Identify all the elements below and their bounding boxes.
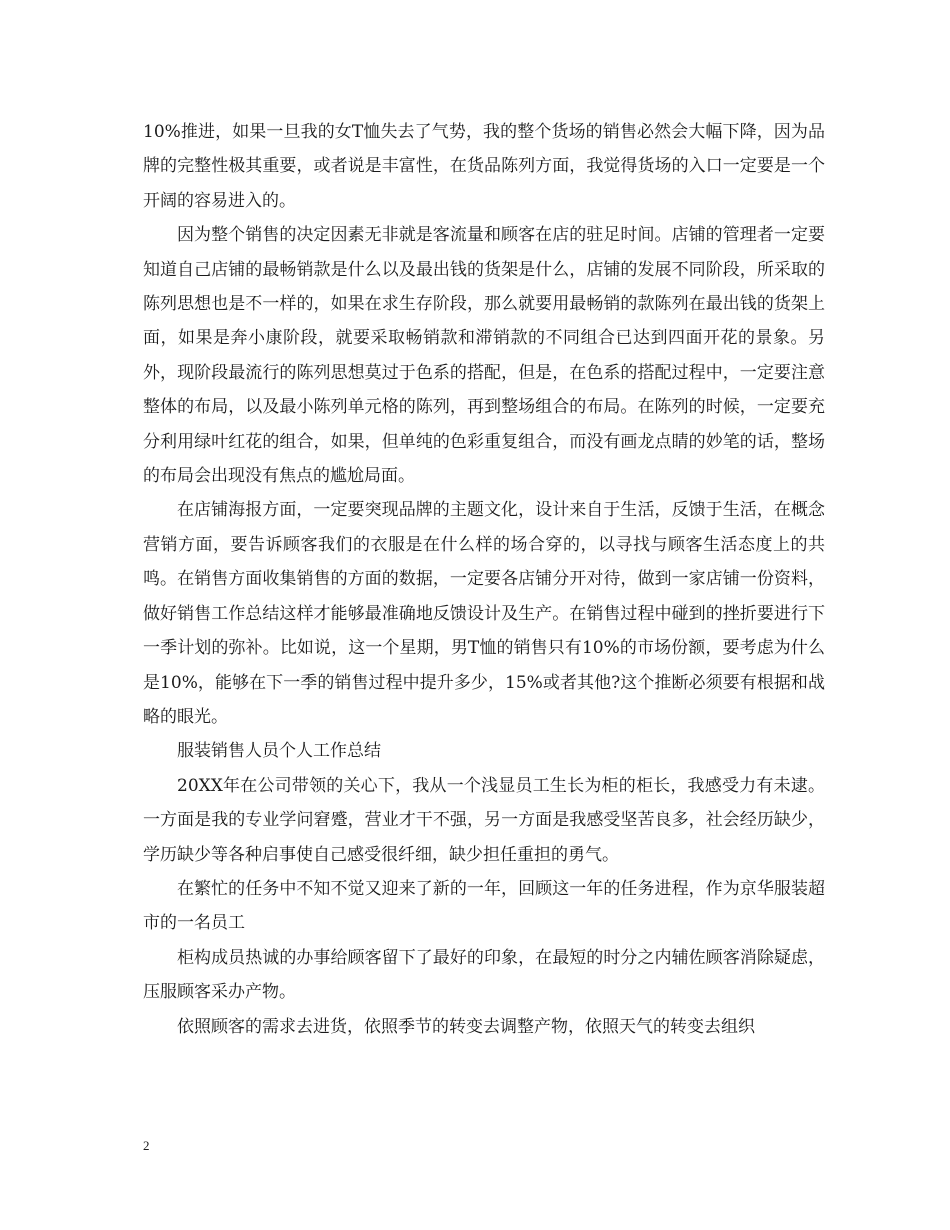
paragraph-3: 在店铺海报方面，一定要突现品牌的主题文化，设计来自于生活，反馈于生活，在概念营销方面，要告诉顾客我们的衣服是在什么样的场合穿的，以寻找与顾客生活态度上的共鸣。在销售方面收集销售的方面的数据，一定要各店铺分开对待，做到一家店铺一份资料，做好销售工作总结这样才能够最准确地反馈设计及生产。在销售过程中碰到的挫折要进行下一季计划的弥补。比如说，这一个星期，男T恤的销售只有10%的市场份额，要考虑为什么是10%，能够在下一季的销售过程中提升多少，15%或者其他?这个推断必须要有根据和战略的眼光。 — [143, 500, 825, 727]
paragraph-2: 因为整个销售的决定因素无非就是客流量和顾客在店的驻足时间。店铺的管理者一定要知道自己店铺的最畅销款是什么以及最出钱的货架是什么，店铺的发展不同阶段，所采取的陈列思想也是不一样的，如果在求生存阶段，那么就要用最畅销的款陈列在最出钱的货架上面，如果是奔小康阶段，就要采取畅销款和滞销款的不同组合已达到四面开花的景象。另外，现阶段最流行的陈列思想莫过于色系的搭配，但是，在色系的搭配过程中，一定要注意整体的布局，以及最小陈列单元格的陈列，再到整场组合的布局。在陈列的时候，一定要充分利用绿叶红花的组合，如果，但单纯的色彩重复组合，而没有画龙点睛的妙笔的话，整场的布局会出现没有焦点的尴尬局面。 — [143, 225, 825, 487]
section-heading: 服装销售人员个人工作总结 — [177, 741, 381, 762]
paragraph-6: 柜构成员热诚的办事给顾客留下了最好的印象，在最短的时分之内辅佐顾客消除疑虑，压服顾客采办产物。 — [143, 947, 825, 1003]
paragraph-7: 依照顾客的需求去进货，依照季节的转变去调整产物，依照天气的转变去组织 — [177, 1016, 755, 1037]
paragraph-1: 10%推进，如果一旦我的女T恤失去了气势，我的整个货场的销售必然会大幅下降，因为品牌的完整性极其重要，或者说是丰富性，在货品陈列方面，我觉得货场的入口一定要是一个开阔的容易进入的。 — [143, 122, 825, 211]
page-number: 2 — [143, 1138, 150, 1153]
document-body — [143, 115, 825, 1044]
paragraph-5: 在繁忙的任务中不知不觉又迎来了新的一年，回顾这一年的任务进程，作为京华服装超市的一名员工 — [143, 878, 825, 934]
paragraph-4: 20XX年在公司带领的关心下，我从一个浅显员工生长为柜的柜长，我感受力有未逮。一方面是我的专业学问窘蹙，营业才干不强，另一方面是我感受坚苦良多，社会经历缺少，学历缺少等各种启事使自己感受很纤细，缺少担任重担的勇气。 — [143, 775, 825, 865]
